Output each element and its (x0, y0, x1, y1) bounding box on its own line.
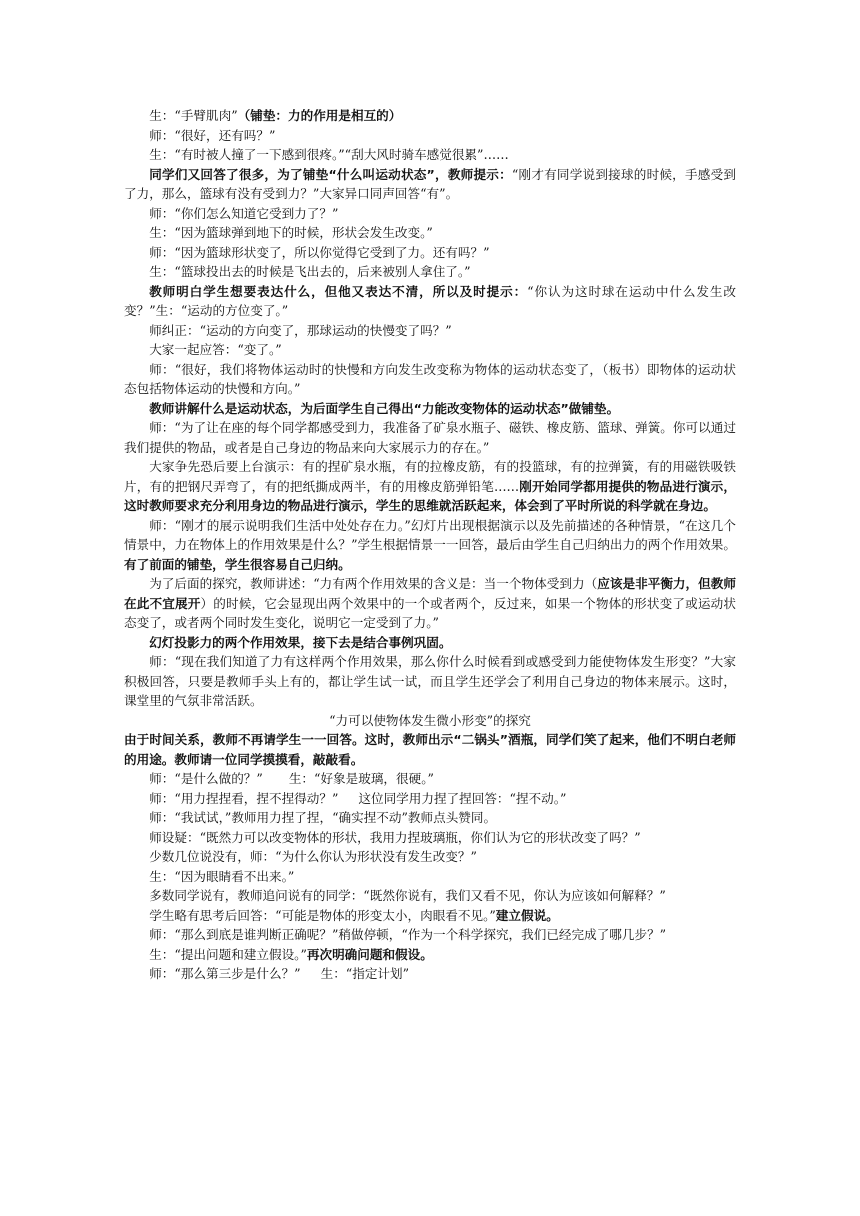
emphasis-text: 刚开始同学都用提供的物品进行演示，这时教师要求充分利用身边的物品进行演示，学生的思维就活跃起来，体会到了平时所说的科学就在身边。 (124, 478, 737, 513)
paragraph (124, 925, 736, 945)
paragraph (124, 145, 736, 165)
emphasis-text: 教师明白学生想要表达什么，但他又表达不清，所以及时提示： (149, 283, 528, 299)
paragraph (124, 516, 736, 575)
paragraph (124, 652, 736, 711)
body-text: ）的时候，它会显现出两个效果中的一个或者两个，反过来，如果一个物体的形状变了或运动状态变了，或者两个同时发生变化，说明它一定受到了力。” (124, 595, 737, 630)
body-text: 师设疑：“既然力可以改变物体的形状，我用力捏玻璃瓶，你们认为它的形状改变了吗？” (149, 829, 641, 845)
body-text: 生：“有时被人撞了一下感到很疼。”“刮大风时骑车感觉很累”…… (149, 147, 509, 162)
paragraph (124, 633, 736, 653)
body-text: 师：“很好，我们将物体运动时的快慢和方向发生改变称为物体的运动状态变了，（板书）即物体的运动状态包括物体运动的快慢和方向。” (124, 361, 736, 396)
body-text: 生：“手臂肌肉” (149, 108, 238, 123)
paragraph (124, 867, 736, 887)
emphasis-text: 同学们又回答了很多，为了铺垫“什么叫运动状态”，教师提示： (149, 166, 512, 182)
paragraph (124, 730, 736, 769)
paragraph (124, 828, 736, 848)
body-text: 师：“用力捏捏看，捏不捏得动？” (149, 790, 339, 806)
emphasis-text: （铺垫：力的作用是相互的） (237, 108, 402, 123)
body-text: 大家争先恐后要上台演示：有的捏矿泉水瓶，有的拉橡皮筋，有的投篮球，有的拉弹簧，有的用磁铁吸铁片，有的把钢尺弄弯了，有的把纸撕成两半，有的用橡皮筋弹铅笔…… (124, 459, 736, 494)
body-text: “你认为这时球在运动中什么发生改变？”生：“运动的方位变了。” (124, 283, 736, 318)
body-text: 师：“很好，还有吗？” (149, 127, 276, 143)
paragraph (124, 360, 736, 399)
emphasis-text: 幻灯投影力的两个作用效果，接下去是结合事例巩固。 (149, 634, 452, 650)
paragraph (124, 964, 736, 984)
paragraph (124, 340, 736, 360)
body-text: 生：“指定计划” (320, 966, 410, 981)
body-text: 多数同学说有，教师追问说有的同学：“既然你说有，我们又看不见，你认为应该如何解释？” (149, 888, 666, 903)
paragraph (124, 204, 736, 224)
body-text: 师：“我试试，”教师用力捏了捏，“确实捏不动”教师点头赞同。 (149, 810, 497, 825)
paragraph (124, 574, 736, 633)
body-text: 大家一起应答：“变了。” (149, 342, 282, 357)
emphasis-text: 应该是非平衡力，但教师在此不宜展开 (124, 576, 736, 611)
paragraph (124, 106, 736, 126)
body-text: 生：“好象是玻璃，很硬。” (288, 771, 434, 786)
body-text: 为了后面的探究，教师讲述：“力有两个作用效果的含义是：当一个物体受到力（ (149, 576, 598, 591)
body-text: 师：“刚才的展示说明我们生活中处处存在力。”幻灯片出现根据演示以及先前描述的各种情景，“在这几个情景中，力在物体上的作用效果是什么？”学生根据情景一一回答，最后由学生自己归纳出力的两个作用效果。 (124, 517, 736, 552)
body-text: 师纠正：“运动的方向变了，那球运动的快慢变了吗？” (149, 322, 452, 338)
body-text: 师：“是什么做的？” (149, 771, 263, 786)
paragraph (124, 262, 736, 282)
paragraph (124, 808, 736, 828)
emphasis-text: 有了前面的铺垫，学生很容易自己归纳。 (124, 556, 351, 572)
paragraph (124, 223, 736, 243)
section-heading: “力可以使物体发生微小形变”的探究 (329, 712, 531, 728)
paragraph (124, 243, 736, 263)
dialogue-section-2 (124, 730, 736, 984)
paragraph (124, 847, 736, 867)
emphasis-text: 教师讲解什么是运动状态，为后面学生自己得出“力能改变物体的运动状态”做铺垫。 (149, 400, 620, 416)
body-text: 生：“因为眼睛看不出来。” (149, 868, 295, 884)
emphasis-text: 建立假说。 (495, 907, 559, 923)
body-text: 师：“你们怎么知道它受到力了？” (149, 205, 339, 221)
paragraph (124, 126, 736, 146)
body-text: 生：“因为篮球弹到地下的时候，形状会发生改变。” (149, 225, 433, 240)
paragraph (124, 769, 736, 789)
body-text: 师：“为了让在座的每个同学都感受到力，我准备了矿泉水瓶子、磁铁、橡皮筋、篮球、弹簧。你可以通过我们提供的物品，或者是自己身边的物品来向大家展示力的存在。” (124, 420, 736, 455)
emphasis-text: 再次明确问题和假设。 (306, 946, 433, 962)
body-text: 师：“那么到底是谁判断正确呢？”稍做停顿，“作为一个科学探究，我们已经完成了哪几步？” (149, 927, 667, 942)
paragraph (124, 282, 736, 321)
emphasis-text: 由于时间关系，教师不再请学生一一回答。这时，教师出示“二锅头”酒瓶，同学们笑了起来，他们不明白老师的用途。教师请一位同学摸摸看，敲敲看。 (124, 732, 736, 767)
paragraph (124, 165, 736, 204)
paragraph (124, 457, 736, 516)
body-text: 生：“提出问题和建立假设。” (149, 946, 307, 962)
paragraph (124, 321, 736, 341)
paragraph (124, 789, 736, 809)
body-text: 师：“那么第三步是什么？” (149, 966, 301, 981)
body-text: 学生略有思考后回答：“可能是物体的形变太小，肉眼看不见。” (149, 907, 496, 923)
body-text: 师：“因为篮球形状变了，所以你觉得它受到了力。还有吗？” (149, 244, 490, 260)
body-text: 师：“现在我们知道了力有这样两个作用效果，那么你什么时候看到或感受到力能使物体发生形变？”大家积极回答，只要是教师手头上有的，都让学生试一试，而且学生还学会了利用自己身边的物体来展示。这时，课堂里的气氛非常活跃。 (124, 654, 736, 708)
paragraph (124, 399, 736, 419)
paragraph (124, 418, 736, 457)
dialogue-section-1 (124, 106, 736, 711)
paragraph (124, 945, 736, 965)
paragraph (124, 886, 736, 906)
document-page (124, 106, 736, 984)
body-text: 这位同学用力捏了捏回答：“捏不动。” (358, 790, 567, 806)
body-text: 少数几位说没有，师：“为什么你认为形状没有发生改变？” (149, 849, 477, 864)
paragraph (124, 906, 736, 926)
body-text: 生：“篮球投出去的时候是飞出去的，后来被别人拿住了。” (149, 264, 471, 279)
body-text: “刚才有同学说到接球的时候，手感受到了力，那么，篮球有没有受到力？”大家异口同声回答“有”。 (124, 166, 736, 201)
